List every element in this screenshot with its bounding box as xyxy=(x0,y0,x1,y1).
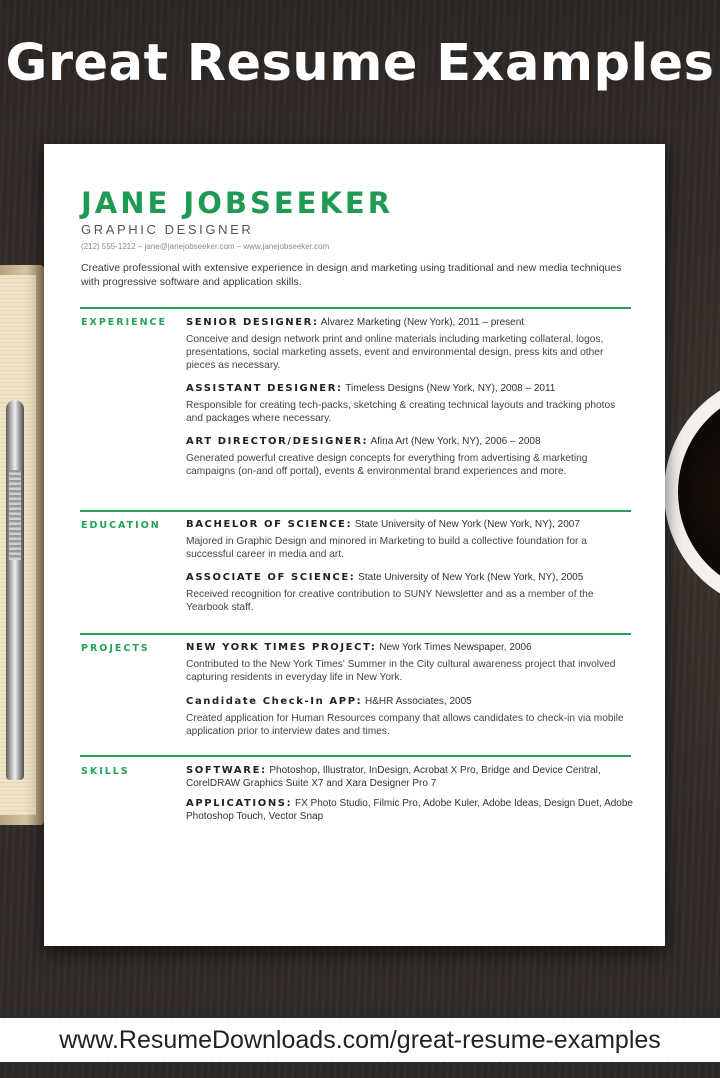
skills-entry xyxy=(186,764,634,790)
entry-title: BACHELOR OF SCIENCE: xyxy=(186,519,353,530)
section-divider xyxy=(80,307,631,309)
experience-entry xyxy=(186,316,634,372)
entry-title: ASSOCIATE OF SCIENCE: xyxy=(186,572,356,583)
entry-subtitle: New York Times Newspaper, 2006 xyxy=(376,642,532,653)
entry-description: Contributed to the New York Times' Summer in the City cultural awareness project that involved capturing residents in everyday life in New York. xyxy=(186,659,616,683)
resume-page xyxy=(44,144,665,946)
entry-subtitle: Afina Art (New York, NY), 2006 – 2008 xyxy=(368,436,541,447)
project-entry xyxy=(186,695,634,738)
entry-description: Generated powerful creative design concepts for everything from advertising & marketing campaigns (on-and off portal), events & environmental brand experiences and more. xyxy=(186,453,588,477)
experience-entry xyxy=(186,435,634,478)
banner-headline: Great Resume Examples xyxy=(5,34,715,93)
education-entry xyxy=(186,571,634,614)
entry-title: Candidate Check-In APP: xyxy=(186,696,363,707)
section-divider xyxy=(80,755,631,757)
resume-name: JANE JOBSEEKER xyxy=(81,186,394,220)
entry-title: ASSISTANT DESIGNER: xyxy=(186,383,343,394)
education-entry xyxy=(186,518,634,561)
entry-title: SENIOR DESIGNER: xyxy=(186,317,319,328)
entry-subtitle: Timeless Designs (New York, NY), 2008 – 2011 xyxy=(342,383,556,394)
section-divider xyxy=(80,510,631,512)
entry-subtitle: FX Photo Studio, Filmic Pro, Adobe Kuler, Adobe Ideas, Design Duet, Adobe Photoshop Touch, Vector Snap xyxy=(186,798,633,822)
entry-title: APPLICATIONS: xyxy=(186,798,293,809)
resume-role: GRAPHIC DESIGNER xyxy=(81,222,254,237)
entry-subtitle: Alvarez Marketing (New York), 2011 – present xyxy=(318,317,525,328)
section-label-experience: EXPERIENCE xyxy=(81,317,168,328)
entry-description: Conceive and design network print and online materials including marketing collateral, logos, presentations, social marketing assets, event and environmental design, press kits and other pieces as necessary. xyxy=(186,334,604,371)
section-divider xyxy=(80,633,631,635)
entry-title: SOFTWARE: xyxy=(186,765,267,776)
project-entry xyxy=(186,641,634,684)
entry-subtitle: Photoshop, Illustrator, InDesign, Acrobat X Pro, Bridge and Device Central, CorelDRAW Graphics Suite X7 and Xara Designer Pro 7 xyxy=(186,765,601,789)
skills-entry xyxy=(186,797,634,823)
entry-subtitle: H&HR Associates, 2005 xyxy=(362,696,472,707)
resume-contact: (212) 555-1212 – jane@janejobseeker.com – www.janejobseeker.com xyxy=(81,242,330,251)
resume-summary: Creative professional with extensive experience in design and marketing using traditional and new media techniques with progressive software and application skills. xyxy=(81,262,622,288)
section-label-projects: PROJECTS xyxy=(81,643,150,654)
footer-url-link[interactable]: www.ResumeDownloads.com/great-resume-examples xyxy=(0,1018,720,1062)
entry-description: Received recognition for creative contribution to SUNY Newsletter and as a member of the Yearbook staff. xyxy=(186,589,594,613)
pen-grip-image xyxy=(9,470,21,560)
pen-image xyxy=(6,400,24,780)
entry-title: NEW YORK TIMES PROJECT: xyxy=(186,642,377,653)
experience-entry xyxy=(186,382,634,425)
section-label-education: EDUCATION xyxy=(81,520,161,531)
entry-subtitle: State University of New York (New York, NY), 2005 xyxy=(355,572,584,583)
entry-title: ART DIRECTOR/DESIGNER: xyxy=(186,436,369,447)
entry-description: Created application for Human Resources company that allows candidates to check-in via mobile application prior to interview dates and times. xyxy=(186,713,624,737)
section-label-skills: SKILLS xyxy=(81,766,130,777)
entry-description: Responsible for creating tech-packs, sketching & creating technical layouts and tracking photos and packages where necessary. xyxy=(186,400,616,424)
entry-description: Majored in Graphic Design and minored in Marketing to build a collective foundation for a successful career in media and art. xyxy=(186,536,587,560)
entry-subtitle: State University of New York (New York, NY), 2007 xyxy=(352,519,580,530)
